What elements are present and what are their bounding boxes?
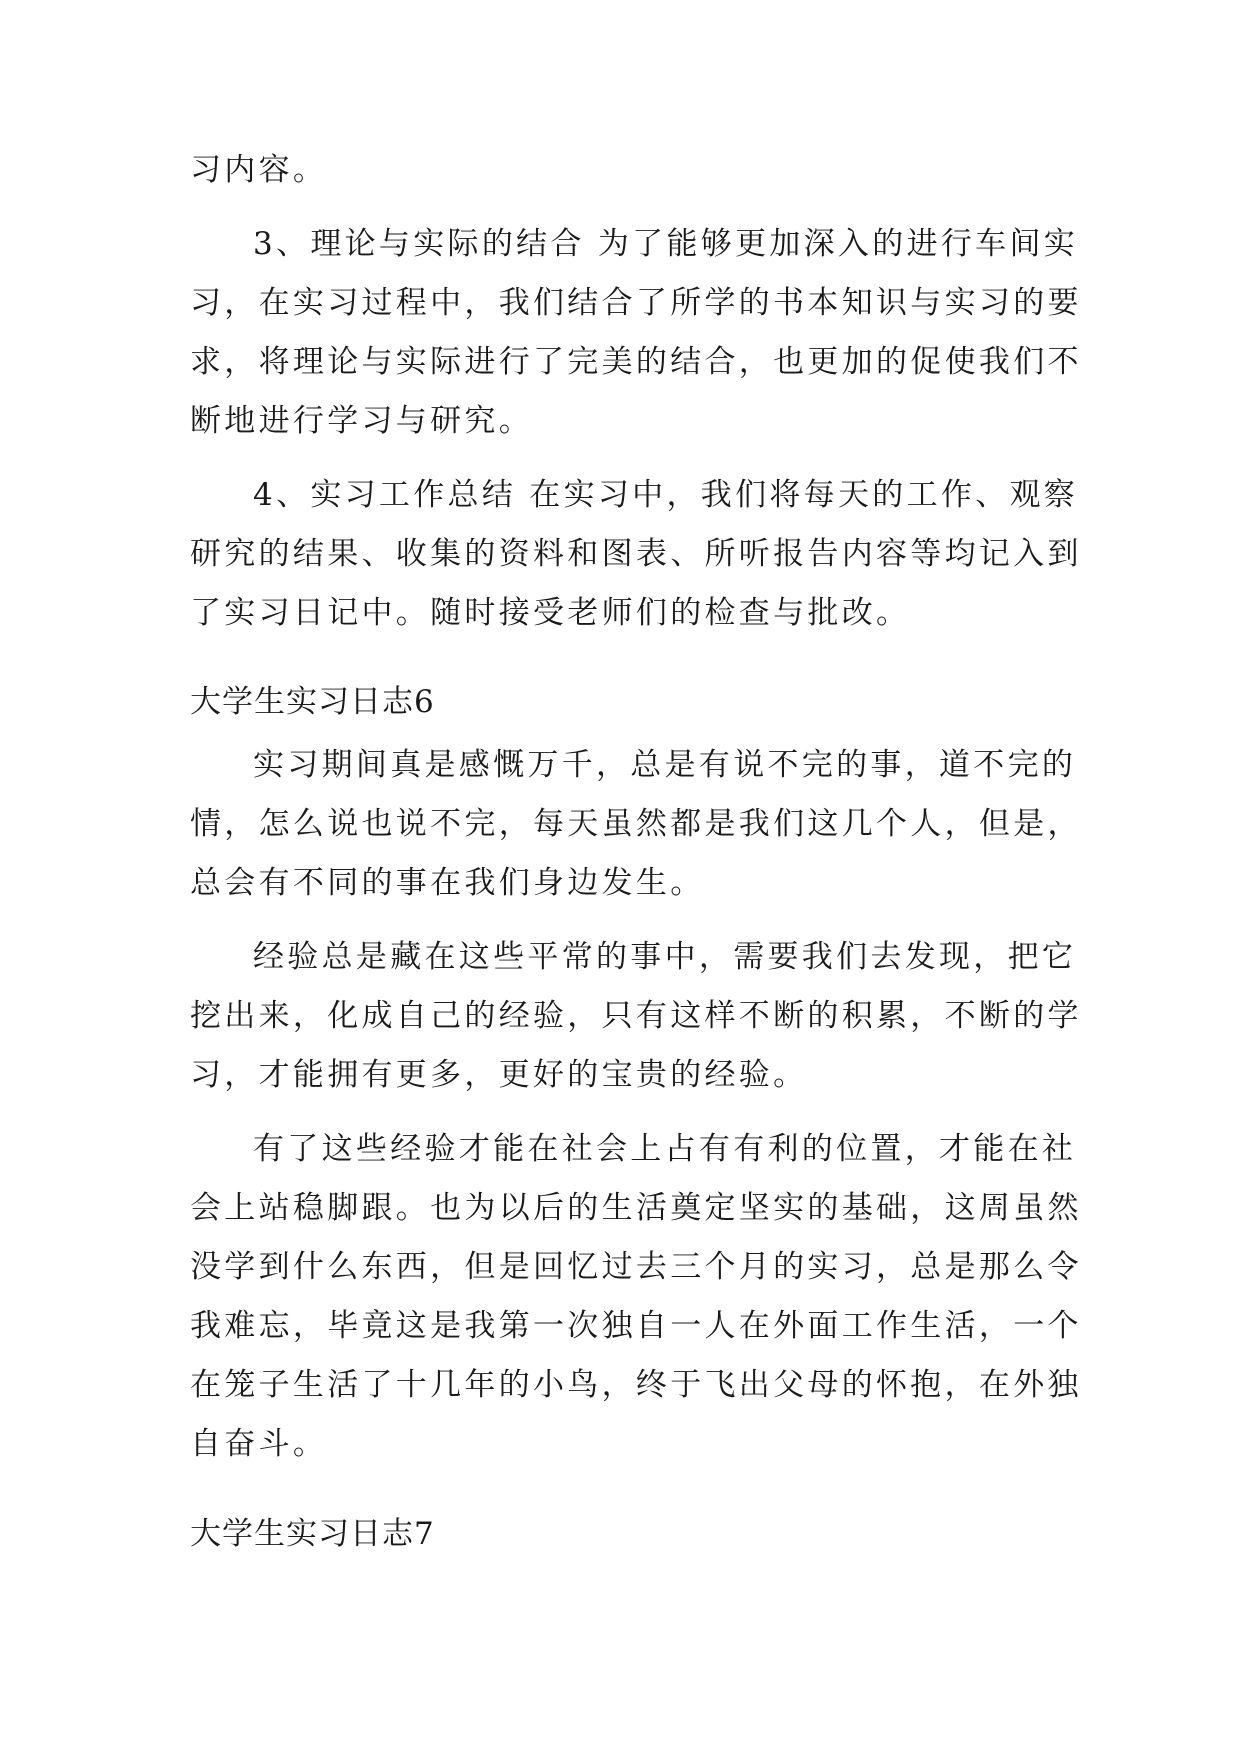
section-heading: 大学生实习日志7: [190, 1516, 435, 1552]
paragraph-line: 习内容。: [190, 152, 328, 188]
paragraph-line: 在笼子生活了十几年的小鸟，终于飞出父母的怀抱，在外独: [190, 1367, 1082, 1403]
paragraph-line: 习，才能拥有更多，更好的宝贵的经验。: [190, 1057, 808, 1093]
paragraph-line: 断地进行学习与研究。: [190, 403, 533, 439]
paragraph-line: 有了这些经验才能在社会上占有有利的位置，才能在社: [253, 1131, 1077, 1167]
paragraph-line: 挖出来，化成自己的经验，只有这样不断的积累，不断的学: [190, 998, 1082, 1034]
paragraph-line: 没学到什么东西，但是回忆过去三个月的实习，总是那么令: [190, 1249, 1082, 1285]
paragraph-line: 3、理论与实际的结合 为了能够更加深入的进行车间实: [253, 226, 1079, 262]
paragraph-line: 经验总是藏在这些平常的事中，需要我们去发现，把它: [253, 939, 1077, 975]
paragraph-line: 情，怎么说也说不完，每天虽然都是我们这几个人，但是，: [190, 806, 1082, 842]
paragraph-line: 会上站稳脚跟。也为以后的生活奠定坚实的基础，这周虽然: [190, 1190, 1082, 1226]
paragraph-line: 我难忘，毕竟这是我第一次独自一人在外面工作生活，一个: [190, 1308, 1082, 1344]
paragraph-line: 自奋斗。: [190, 1426, 328, 1462]
paragraph-line: 研究的结果、收集的资料和图表、所听报告内容等均记入到: [190, 536, 1082, 572]
paragraph-line: 了实习日记中。随时接受老师们的检查与批改。: [190, 595, 911, 631]
paragraph-line: 总会有不同的事在我们身边发生。: [190, 865, 705, 901]
paragraph-line: 4、实习工作总结 在实习中，我们将每天的工作、观察: [253, 477, 1079, 513]
paragraph-line: 实习期间真是感慨万千，总是有说不完的事，道不完的: [253, 747, 1077, 783]
paragraph-line: 习，在实习过程中，我们结合了所学的书本知识与实习的要: [190, 285, 1082, 321]
paragraph-line: 求，将理论与实际进行了完美的结合，也更加的促使我们不: [190, 344, 1082, 380]
section-heading: 大学生实习日志6: [190, 684, 435, 720]
